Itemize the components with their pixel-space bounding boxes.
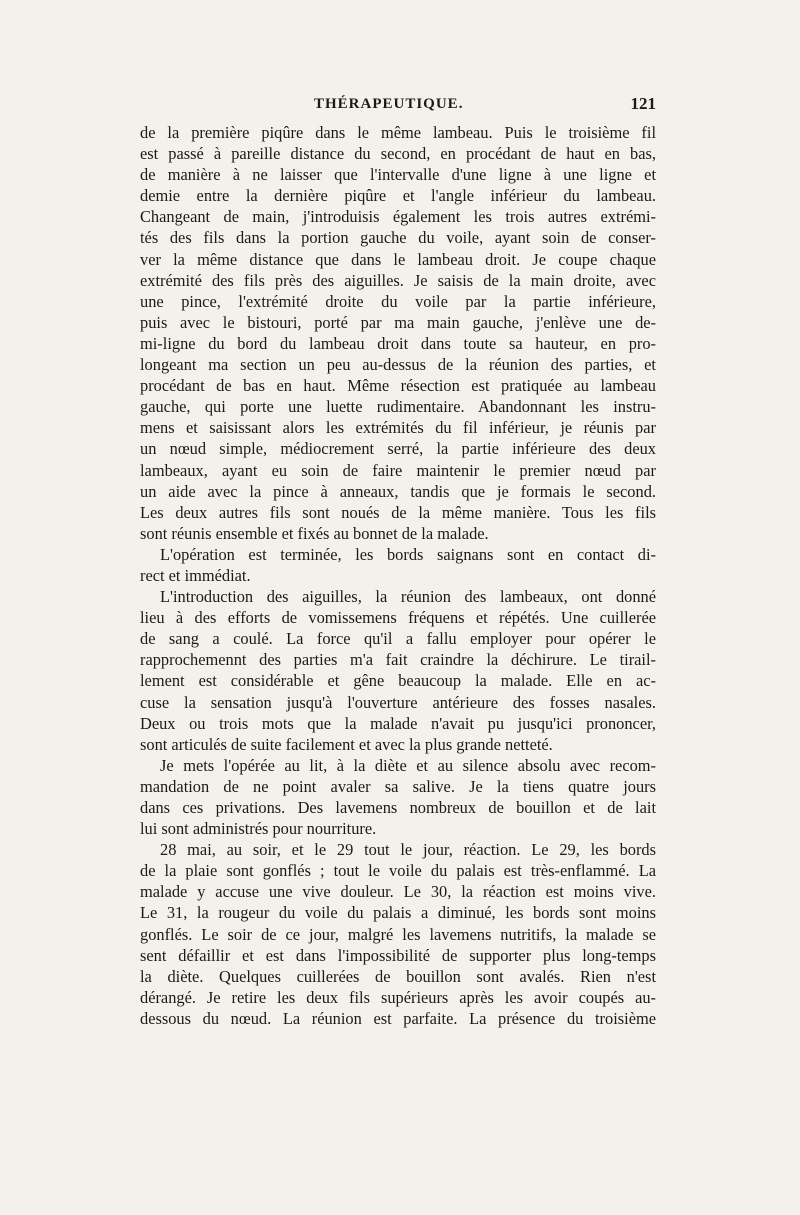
text-line: ver la même distance que dans le lambeau droit. Je coupe chaque [140,249,656,269]
text-line: sent défaillir et est dans l'impossibilité de supporter plus long-temps [140,945,656,965]
text-line: lieu à des efforts de vomissemens fréquens et répétés. Une cuillerée [140,608,656,628]
book-page [140,96,656,1029]
text-line: malade y accuse une vive douleur. Le 30, la réaction est moins vive. [140,882,656,902]
text-line: un nœud simple, médiocrement serré, la partie inférieure des deux [140,439,656,459]
text-line: cuse la sensation jusqu'à l'ouverture antérieure des fosses nasales. [140,692,656,712]
text-line: rect et immédiat. [140,565,251,585]
text-line: mens et saisissant alors les extrémités du fil inférieur, je réunis par [140,418,656,438]
text-line: Les deux autres fils sont noués de la même manière. Tous les fils [140,502,656,522]
text-line: L'introduction des aiguilles, la réunion des lambeaux, ont donné [160,587,656,607]
text-line: lui sont administrés pour nourriture. [140,819,377,839]
page-number: 121 [630,94,656,113]
text-line: sont réunis ensemble et fixés au bonnet de la malade. [140,523,489,543]
text-line: 28 mai, au soir, et le 29 tout le jour, réaction. Le 29, les bords [160,840,656,860]
text-line: L'opération est terminée, les bords saignans sont en contact di- [160,544,656,564]
text-line: Deux ou trois mots que la malade n'avait pu jusqu'ici prononcer, [140,713,656,733]
text-line: Changeant de main, j'introduisis également les trois autres extrémi- [140,207,656,227]
text-line: un aide avec la pince à anneaux, tandis que je formais le second. [140,481,656,501]
text-line: la diète. Quelques cuillerées de bouillon sont avalés. Rien n'est [140,966,656,986]
running-head: THÉRAPEUTIQUE. [314,96,464,112]
text-line: lement est considérable et gêne beaucoup la malade. Elle en ac- [140,671,656,691]
text-line: sont articulés de suite facilement et avec la plus grande netteté. [140,734,553,754]
text-line: Je mets l'opérée au lit, à la diète et au silence absolu avec recom- [160,755,656,775]
text-line: de manière à ne laisser que l'intervalle d'une ligne à une ligne et [140,165,656,185]
text-line: lambeaux, ayant eu soin de faire maintenir le premier nœud par [140,460,656,480]
text-line: gauche, qui porte une luette rudimentaire. Abandonnant les instru- [140,397,656,417]
text-line: de sang a coulé. La force qu'il a fallu employer pour opérer le [140,629,656,649]
text-line: mi-ligne du bord du lambeau droit dans toute sa hauteur, en pro- [140,333,656,353]
text-line: Le 31, la rougeur du voile du palais a diminué, les bords sont moins [140,903,656,923]
text-line: puis avec le bistouri, porté par ma main gauche, j'enlève une de- [140,312,656,332]
text-line: une pince, l'extrémité droite du voile par la partie inférieure, [140,291,656,311]
text-line: dans ces privations. Des lavemens nombreux de bouillon et de lait [140,798,656,817]
text-line: tés des fils dans la portion gauche du voile, ayant soin de conser- [140,228,656,248]
text-line: rapprochemennt des parties m'a fait craindre la déchirure. Le tirail- [140,650,656,670]
text-line: de la plaie sont gonflés ; tout le voile du palais est très-enflammé. La [140,861,656,881]
text-line: dessous du nœud. La réunion est parfaite. La présence du troisième [140,1008,656,1028]
text-line: dérangé. Je retire les deux fils supérieurs après les avoir coupés au- [140,987,656,1007]
text-line: de la première piqûre dans le même lambeau. Puis le troisième fil [140,123,656,142]
text-line: gonflés. Le soir de ce jour, malgré les lavemens nutritifs, la malade se [140,924,656,944]
text-line: demie entre la dernière piqûre et l'angle inférieur du lambeau. [140,186,656,206]
text-line: est passé à pareille distance du second, en procédant de haut en bas, [140,144,656,164]
body-text [140,122,656,1029]
text-line: extrémité des fils près des aiguilles. Je saisis de la main droite, avec [140,270,656,290]
text-line: longeant ma section un peu au-dessus de la réunion des parties, et [140,355,656,375]
page-header [140,96,656,122]
text-line: mandation de ne point avaler sa salive. Je la tiens quatre jours [140,776,656,796]
text-line: procédant de bas en haut. Même résection est pratiquée au lambeau [140,376,656,396]
